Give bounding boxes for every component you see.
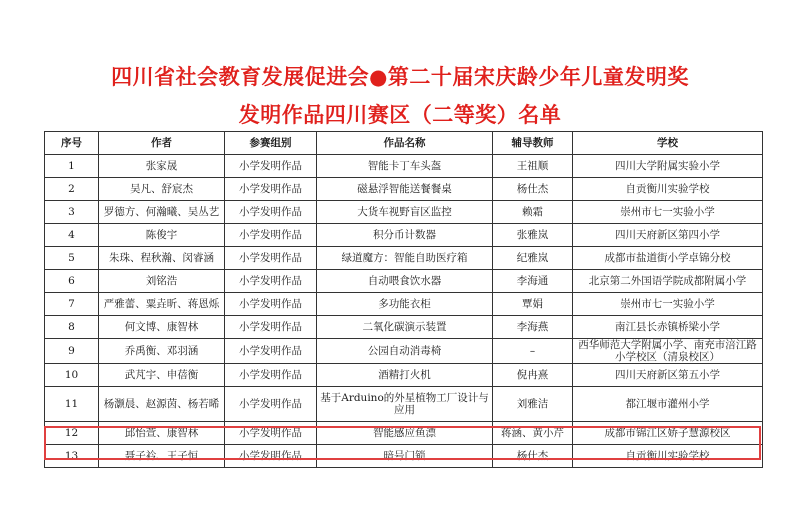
table-cell: 8 bbox=[45, 316, 99, 339]
table-cell: 四川天府新区第五小学 bbox=[573, 364, 763, 387]
table-cell: 4 bbox=[45, 224, 99, 247]
table-row bbox=[45, 247, 763, 270]
table-cell: 聂子衿、王子恒 bbox=[99, 445, 225, 468]
table-cell: 乔禹衡、邓羽涵 bbox=[99, 339, 225, 364]
table-cell: 刘铭浩 bbox=[99, 270, 225, 293]
table-row bbox=[45, 178, 763, 201]
table-cell: 都江堰市灌州小学 bbox=[573, 387, 763, 422]
table-cell: 12 bbox=[45, 422, 99, 445]
table-cell: 西华师范大学附属小学、南充市涪江路小学校区（清泉校区） bbox=[573, 339, 763, 364]
table-cell: 四川大学附属实验小学 bbox=[573, 155, 763, 178]
table-cell: 李海通 bbox=[493, 270, 573, 293]
table-cell: 小学发明作品 bbox=[225, 201, 317, 224]
table-cell: 绿道魔方：智能自助医疗箱 bbox=[317, 247, 493, 270]
table-row bbox=[45, 224, 763, 247]
table-cell: 张雅岚 bbox=[493, 224, 573, 247]
table-cell: 崇州市七一实验小学 bbox=[573, 293, 763, 316]
table-row bbox=[45, 270, 763, 293]
table-cell: 酒精打火机 bbox=[317, 364, 493, 387]
header-cell: 作者 bbox=[99, 132, 225, 155]
table-cell: 王祖顺 bbox=[493, 155, 573, 178]
table-cell: 成都市盐道街小学卓锦分校 bbox=[573, 247, 763, 270]
header-cell: 参赛组别 bbox=[225, 132, 317, 155]
table-cell: 小学发明作品 bbox=[225, 224, 317, 247]
table-cell: 朱珠、程秋瀚、闵睿涵 bbox=[99, 247, 225, 270]
header-cell: 作品名称 bbox=[317, 132, 493, 155]
header-cell: 辅导教师 bbox=[493, 132, 573, 155]
table-cell: 基于Arduino的外星植物工厂设计与应用 bbox=[317, 387, 493, 422]
table-row bbox=[45, 339, 763, 364]
table-cell: 小学发明作品 bbox=[225, 247, 317, 270]
table-cell: 小学发明作品 bbox=[225, 178, 317, 201]
table-row bbox=[45, 155, 763, 178]
table-cell: 蒋涵、黄小芹 bbox=[493, 422, 573, 445]
table-cell: 杨仕杰 bbox=[493, 178, 573, 201]
table-cell: 成都市锦江区娇子慧源校区 bbox=[573, 422, 763, 445]
table-cell: 小学发明作品 bbox=[225, 270, 317, 293]
table-row bbox=[45, 316, 763, 339]
table-cell: 小学发明作品 bbox=[225, 316, 317, 339]
table-cell: 11 bbox=[45, 387, 99, 422]
table-cell: 6 bbox=[45, 270, 99, 293]
table-cell: 刘雅洁 bbox=[493, 387, 573, 422]
table-cell: 何文博、康智林 bbox=[99, 316, 225, 339]
table-cell: 多功能衣柜 bbox=[317, 293, 493, 316]
table-cell: 倪冉熹 bbox=[493, 364, 573, 387]
table-cell: 积分币计数器 bbox=[317, 224, 493, 247]
title-line-2: 发明作品四川赛区（二等奖）名单 bbox=[238, 103, 562, 127]
table-cell: – bbox=[493, 339, 573, 364]
table-cell: 1 bbox=[45, 155, 99, 178]
awards-table bbox=[44, 131, 763, 468]
table-row bbox=[45, 445, 763, 468]
table-cell: 纪雅岚 bbox=[493, 247, 573, 270]
table-header-row bbox=[45, 132, 763, 155]
table-cell: 小学发明作品 bbox=[225, 364, 317, 387]
table-row bbox=[45, 364, 763, 387]
table-cell: 5 bbox=[45, 247, 99, 270]
table-cell: 杨仕杰 bbox=[493, 445, 573, 468]
table-cell: 自动喂食饮水器 bbox=[317, 270, 493, 293]
table-cell: 小学发明作品 bbox=[225, 339, 317, 364]
table-cell: 大货车视野盲区监控 bbox=[317, 201, 493, 224]
header-cell: 学校 bbox=[573, 132, 763, 155]
header-cell: 序号 bbox=[45, 132, 99, 155]
table-cell: 南江县长赤镇桥梁小学 bbox=[573, 316, 763, 339]
table-cell: 吴凡、舒宸杰 bbox=[99, 178, 225, 201]
table-cell: 赖霜 bbox=[493, 201, 573, 224]
table-cell: 崇州市七一实验小学 bbox=[573, 201, 763, 224]
table-cell: 北京第二外国语学院成都附属小学 bbox=[573, 270, 763, 293]
table-row bbox=[45, 293, 763, 316]
table-cell: 小学发明作品 bbox=[225, 293, 317, 316]
table-cell: 10 bbox=[45, 364, 99, 387]
table-cell: 杨灏晨、赵源茵、杨若晞 bbox=[99, 387, 225, 422]
table-cell: 邱怡萱、康智林 bbox=[99, 422, 225, 445]
table-cell: 李海燕 bbox=[493, 316, 573, 339]
table-cell: 覃娟 bbox=[493, 293, 573, 316]
table-row bbox=[45, 201, 763, 224]
table-cell: 严雅蕾、粟垚昕、蒋恩烁 bbox=[99, 293, 225, 316]
table-cell: 暗号门锁 bbox=[317, 445, 493, 468]
table-cell: 7 bbox=[45, 293, 99, 316]
table-cell: 9 bbox=[45, 339, 99, 364]
table-cell: 3 bbox=[45, 201, 99, 224]
table-cell: 小学发明作品 bbox=[225, 155, 317, 178]
table-cell: 四川天府新区第四小学 bbox=[573, 224, 763, 247]
table-cell: 武芃宇、申蓓衡 bbox=[99, 364, 225, 387]
table-cell: 智能感应鱼漂 bbox=[317, 422, 493, 445]
table-cell: 公园自动消毒椅 bbox=[317, 339, 493, 364]
table-cell: 陈俊宇 bbox=[99, 224, 225, 247]
table-cell: 小学发明作品 bbox=[225, 422, 317, 445]
table-cell: 2 bbox=[45, 178, 99, 201]
table-cell: 小学发明作品 bbox=[225, 445, 317, 468]
table-row bbox=[45, 387, 763, 422]
table-cell: 罗德方、何瀚曦、吴丛艺 bbox=[99, 201, 225, 224]
table-cell: 13 bbox=[45, 445, 99, 468]
table-cell: 自贡衡川实验学校 bbox=[573, 178, 763, 201]
table-cell: 磁悬浮智能送餐餐桌 bbox=[317, 178, 493, 201]
table-cell: 张家晟 bbox=[99, 155, 225, 178]
table-cell: 智能卡丁车头盔 bbox=[317, 155, 493, 178]
table-cell: 二氧化碳演示装置 bbox=[317, 316, 493, 339]
table-row bbox=[45, 422, 763, 445]
table-cell: 小学发明作品 bbox=[225, 387, 317, 422]
title-line-1: 四川省社会教育发展促进会●第二十届宋庆龄少年儿童发明奖 bbox=[111, 65, 689, 89]
table-cell: 自贡衡川实验学校 bbox=[573, 445, 763, 468]
